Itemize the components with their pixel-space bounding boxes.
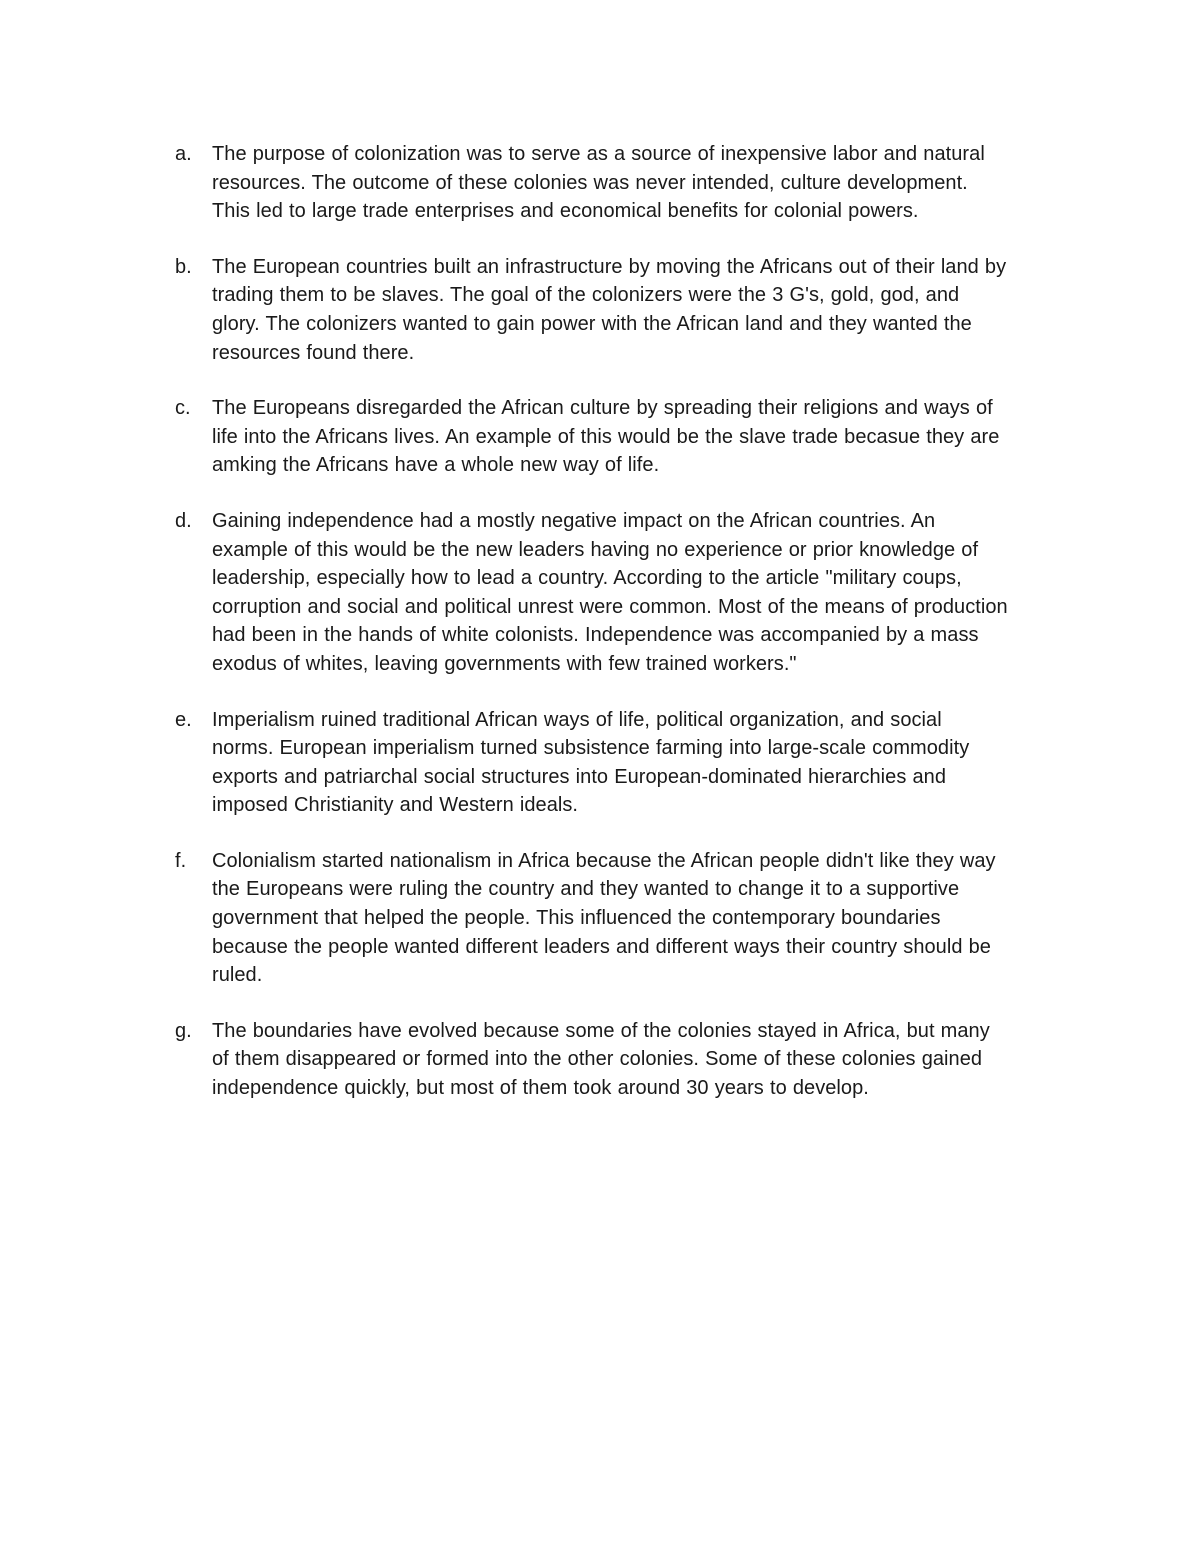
text-line: government that helped the people. This influenced the contemporary boundaries	[212, 907, 941, 930]
answer-item-g	[172, 1017, 1072, 1103]
text-line: corruption and social and political unrest were common. Most of the means of production	[212, 595, 1008, 618]
item-text	[212, 706, 1072, 820]
text-line: The purpose of colonization was to serve as a source of inexpensive labor and natural	[212, 143, 985, 165]
item-text	[212, 394, 1072, 480]
text-line: exodus of whites, leaving governments with few trained workers."	[212, 652, 797, 675]
item-marker: c.	[175, 397, 191, 420]
item-text	[212, 1017, 1072, 1103]
text-line: trading them to be slaves. The goal of the colonizers were the 3 G's, gold, god, and	[212, 284, 960, 307]
text-line: glory. The colonizers wanted to gain power with the African land and they wanted the	[212, 312, 972, 335]
text-line: because the people wanted different leaders and different ways their country should be	[212, 935, 991, 958]
text-line: norms. European imperialism turned subsistence farming into large-scale commodity	[212, 737, 970, 760]
answer-item-b	[172, 253, 1072, 367]
answer-item-c	[172, 394, 1072, 480]
item-marker: g.	[175, 1019, 192, 1042]
text-line: Gaining independence had a mostly negative impact on the African countries. An	[212, 509, 936, 532]
item-marker: f.	[175, 849, 187, 872]
text-line: ruled.	[212, 964, 263, 987]
answer-item-d	[172, 507, 1072, 679]
answer-list	[172, 140, 1072, 1130]
item-text	[212, 140, 1072, 226]
text-line: The European countries built an infrastructure by moving the Africans out of their land by	[212, 255, 1007, 278]
text-line: This led to large trade enterprises and economical benefits for colonial powers.	[212, 200, 919, 223]
text-line: resources found there.	[212, 341, 415, 364]
answer-item-a	[172, 140, 1072, 226]
text-line: had been in the hands of white colonists. Independence was accompanied by a mass	[212, 624, 979, 647]
item-marker: d.	[175, 509, 192, 532]
text-line: amking the Africans have a whole new way of life.	[212, 454, 660, 477]
item-marker: e.	[175, 708, 192, 731]
text-line: independence quickly, but most of them took around 30 years to develop.	[212, 1077, 869, 1100]
text-line: resources. The outcome of these colonies was never intended, culture development.	[212, 171, 968, 194]
item-marker: b.	[175, 255, 192, 278]
text-line: The boundaries have evolved because some of the colonies stayed in Africa, but many	[212, 1019, 990, 1042]
text-line: The Europeans disregarded the African culture by spreading their religions and ways of	[212, 397, 993, 420]
answer-item-f	[172, 847, 1072, 990]
answer-item-e	[172, 706, 1072, 820]
text-line: the Europeans were ruling the country and they wanted to change it to a supportive	[212, 878, 960, 901]
text-line: leadership, especially how to lead a country. According to the article "military coups,	[212, 567, 962, 590]
text-line: of them disappeared or formed into the other colonies. Some of these colonies gained	[212, 1048, 983, 1071]
text-line: Colonialism started nationalism in Africa because the African people didn't like they way	[212, 849, 996, 872]
text-line: exports and patriarchal social structures into European-dominated hierarchies and	[212, 765, 947, 788]
item-text	[212, 847, 1072, 990]
text-line: Imperialism ruined traditional African ways of life, political organization, and social	[212, 708, 942, 731]
item-marker: a.	[175, 143, 192, 165]
text-line: example of this would be the new leaders having no experience or prior knowledge of	[212, 538, 979, 561]
item-text	[212, 507, 1072, 679]
text-line: life into the Africans lives. An example of this would be the slave trade becasue they are	[212, 425, 1000, 448]
text-line: imposed Christianity and Western ideals.	[212, 794, 579, 817]
item-text	[212, 253, 1072, 367]
